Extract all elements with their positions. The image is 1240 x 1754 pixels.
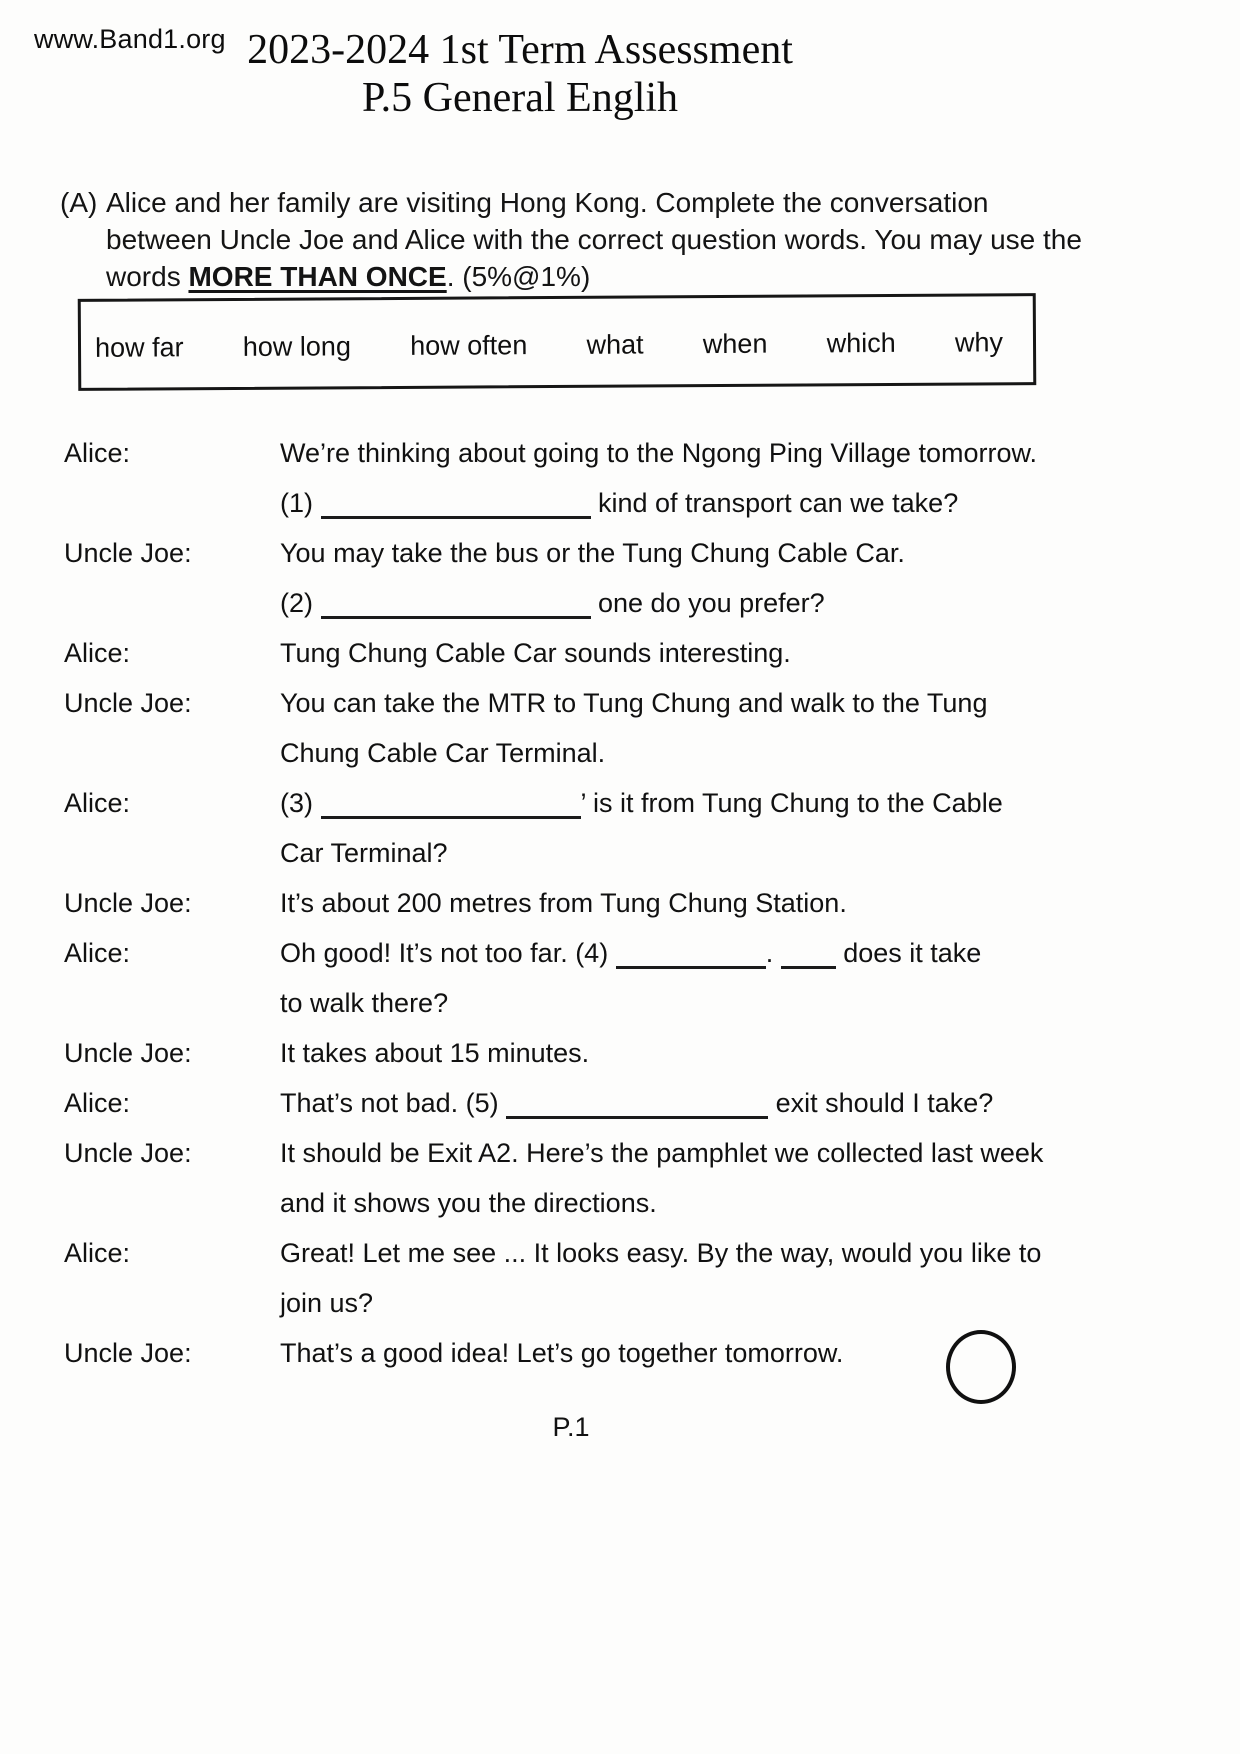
text-segment: It should be Exit A2. Here’s the pamphlet we collected last week: [280, 1138, 1044, 1168]
speech-lines: [280, 878, 1194, 928]
speaker-label: Uncle Joe:: [64, 1038, 192, 1068]
word-bank-item: how often: [410, 329, 528, 361]
speaker-label: Alice:: [64, 1088, 131, 1118]
speech-line: [280, 1278, 1194, 1328]
speech-lines: [280, 678, 1194, 778]
conversation-turn: [64, 678, 1194, 778]
text-segment: That’s a good idea! Let’s go together tomorrow.: [280, 1338, 844, 1368]
speaker-label: Alice:: [64, 1238, 131, 1268]
speech-line: [280, 528, 1194, 578]
text-segment: Great! Let me see ... It looks easy. By the way, would you like to: [280, 1238, 1042, 1268]
word-bank-item: when: [702, 328, 768, 359]
speech-line: [280, 1078, 1194, 1128]
conversation-turn: [64, 1328, 1194, 1378]
speaker-label: Alice:: [64, 638, 131, 668]
word-bank: [78, 293, 1037, 391]
conversation-turn: [64, 1128, 1194, 1228]
speech-line: [280, 778, 1194, 828]
conversation-turn: [64, 1078, 1194, 1128]
text-segment: . (5%@1%): [446, 261, 591, 292]
text-segment: Car Terminal?: [280, 838, 448, 868]
speech-lines: [280, 1228, 1194, 1328]
section-label: (A): [60, 187, 98, 218]
speech-line: [280, 478, 1194, 528]
instruction-line: [106, 221, 1082, 258]
word-bank-item: what: [586, 328, 644, 360]
speech-lines: [280, 528, 1194, 628]
text-segment: It’s about 200 metres from Tung Chung Station.: [280, 888, 847, 918]
speech-lines: [280, 1128, 1194, 1228]
text-segment: Tung Chung Cable Car sounds interesting.: [280, 638, 791, 668]
text-segment: That’s not bad. (5): [280, 1088, 507, 1118]
speech-line: [280, 1228, 1194, 1278]
speech-lines: [280, 628, 1194, 678]
text-segment: Chung Cable Car Terminal.: [280, 738, 606, 768]
word-bank-item: which: [826, 327, 896, 358]
speech-line: [280, 978, 1194, 1028]
speaker-label: Uncle Joe:: [64, 688, 192, 718]
text-segment: (2): [280, 588, 321, 618]
speaker-label: Uncle Joe:: [64, 888, 192, 918]
text-segment: does it take: [835, 938, 982, 968]
speech-line: [280, 1178, 1194, 1228]
answer-blank-2: [321, 590, 591, 619]
text-segment: .: [765, 938, 781, 968]
speech-line: [280, 928, 1194, 978]
speech-line: [280, 1328, 1194, 1378]
text-segment: You may take the bus or the Tung Chung Cable Car.: [280, 538, 905, 568]
text-segment: ’ is it from Tung Chung to the Cable: [580, 788, 1003, 818]
text-segment: MORE THAN ONCE: [188, 261, 447, 292]
speaker-label: Alice:: [64, 438, 131, 468]
speech-lines: [280, 1028, 1194, 1078]
conversation-turn: [64, 428, 1194, 528]
text-segment: words: [106, 261, 189, 292]
speech-lines: [280, 1328, 1194, 1378]
speech-lines: [280, 1078, 1194, 1128]
speaker-label: Uncle Joe:: [64, 538, 192, 568]
speech-lines: [280, 928, 1194, 1028]
text-segment: join us?: [280, 1288, 374, 1318]
speaker-label: Uncle Joe:: [64, 1138, 192, 1168]
answer-blank-5: [506, 1090, 768, 1119]
speaker-label: Alice:: [64, 938, 131, 968]
score-circle: [946, 1330, 1016, 1404]
text-segment: one do you prefer?: [590, 588, 825, 618]
text-segment: (1): [280, 488, 321, 518]
word-bank-item: how long: [242, 330, 352, 362]
speech-line: [280, 828, 1194, 878]
word-bank-item: how far: [94, 331, 184, 363]
speaker-label: Alice:: [64, 788, 131, 818]
answer-blank-4: [616, 940, 766, 969]
section-instructions: [60, 184, 1140, 295]
conversation-turn: [64, 928, 1194, 1028]
speech-line: [280, 578, 1194, 628]
answer-blank-1: [321, 490, 591, 519]
text-segment: It takes about 15 minutes.: [280, 1038, 590, 1068]
speaker-label: Uncle Joe:: [64, 1338, 192, 1368]
conversation-turn: [64, 1028, 1194, 1078]
conversation: [64, 428, 1194, 1378]
text-segment: between Uncle Joe and Alice with the correct question words. You may use the: [106, 224, 1082, 255]
speech-lines: [280, 778, 1194, 878]
title-line-1: 2023-2024 1st Term Assessment: [247, 27, 793, 73]
speech-line: [280, 878, 1194, 928]
conversation-turn: [64, 528, 1194, 628]
speech-lines: [280, 428, 1194, 528]
text-segment: You can take the MTR to Tung Chung and walk to the Tung: [280, 688, 988, 718]
conversation-turn: [64, 878, 1194, 928]
answer-blank-4b: [781, 940, 836, 969]
conversation-turn: [64, 628, 1194, 678]
page-number: P.1: [552, 1412, 590, 1442]
conversation-turn: [64, 1228, 1194, 1328]
text-segment: Alice and her family are visiting Hong Kong. Complete the conversation: [106, 187, 989, 218]
text-segment: and it shows you the directions.: [280, 1188, 657, 1218]
page-title: [0, 26, 1040, 122]
text-segment: (3): [280, 788, 321, 818]
word-bank-item: why: [954, 326, 1004, 358]
text-segment: kind of transport can we take?: [590, 488, 959, 518]
instruction-line: [106, 184, 1082, 221]
instruction-lines: [106, 184, 1082, 295]
title-line-2: P.5 General Englih: [361, 75, 679, 121]
site-watermark: www.Band1.org: [34, 24, 226, 54]
conversation-turn: [64, 778, 1194, 878]
text-segment: to walk there?: [280, 988, 449, 1018]
speech-line: [280, 728, 1194, 778]
speech-line: [280, 428, 1194, 478]
speech-line: [280, 678, 1194, 728]
instruction-line: [106, 258, 1082, 295]
speech-line: [280, 1128, 1194, 1178]
text-segment: We’re thinking about going to the Ngong Ping Village tomorrow.: [280, 438, 1037, 468]
text-segment: Oh good! It’s not too far. (4): [280, 938, 616, 968]
speech-line: [280, 628, 1194, 678]
speech-line: [280, 1028, 1194, 1078]
answer-blank-3: [321, 790, 581, 819]
text-segment: exit should I take?: [768, 1088, 994, 1118]
